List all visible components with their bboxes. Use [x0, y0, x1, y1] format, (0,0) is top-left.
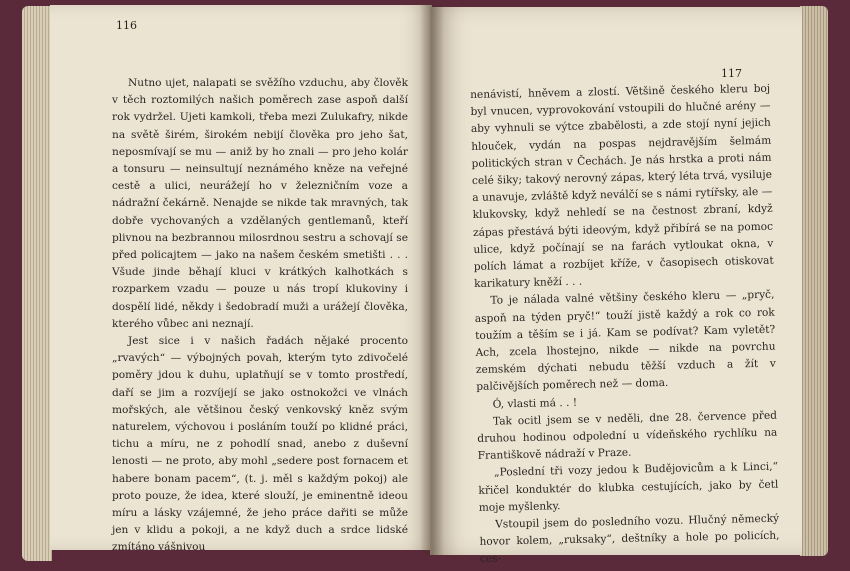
- paragraph: Nutno ujet, nalapati se svěžího vzduchu, aby člověk v těch roztomilých našich poměrech zase aspoň další rok vydržel. Ujeti kamkoli, třeba mezi Zulukafry, nikde na světě širém, širokém nebijí člověka pro jeho šat, neposmívají se mu — aniž by ho znali — pro jeho kolár a tonsuru — neinsultují neznámého kněze na veřejné cestě a ulici, neurážejí ho v železničním voze a nádražní čekárně. Nenajde se nikde tak mravných, tak dobře vychovaných a vzdělaných gentlemanů, kteří plivnou na bezbrannou milosrdnou sestru a schovají se před policajtem — jako na našem českém smetišti . . . Všude jinde běhají kluci v krátkých kalhotkách s rozparkem vzadu — pouze u nás tropí klukoviny i dospělí lidé, někdy i šedobradí muži a urážejí člověka, kterého vůbec ani neznají.: [112, 77, 408, 330]
- page-stack-left: [22, 6, 52, 561]
- paragraph: Ó, vlasti má . . !: [492, 396, 578, 411]
- paragraph: To je nálada valné většiny českého kleru — „pryč, aspoň na týden pryč!“ touží jistě každý a rok co rok toužím a těším se i já. Kam se podívat? Kam vyletět? Ach, zcela lhostejno, nikde — nikde na povrchu zemském dýchati nebudu těžší vzduch a žít v palčivějších poměrech než — doma.: [474, 289, 776, 394]
- paragraph: Jest sice i v našich řadách nějaké procento „rvavých“ — výbojných povah, kterým tyto zdivočelé poměry jdou k duhu, uplatňují se v tomto prostředí, daří se jim a rozvíjejí se jako ostnokožci ve vlnách mořských, ale většinou český venkovský kněz svým naturelem, výchovou i posláním touží po klidné práci, tichu a míru, ne z pohodlí snad, anebo z duševní lenosti — ne proto, aby mohl „sedere post fornacem et habere bonam pacem“, (t. j. měl s každým pokoj) ale proto pouze, že idea, které slouží, je eminentně ideou míru a lásky vzájemné, že jeho práce dařiti se může jen v klidu a pokoji, a ne když duch a srdce lidské zmítáno vášnivou: [112, 335, 408, 554]
- left-page-text: [112, 75, 408, 557]
- right-page-text: [470, 81, 780, 569]
- right-page: [430, 7, 802, 566]
- paragraph: Tak ocitl jsem se v neděli, dne 28. července před druhou hodinou odpolední u vídeňského rychlíku na Františkově nádraží v Praze.: [477, 409, 778, 463]
- paragraph: Vstoupil jsem do posledního vozu. Hlučný německý hovor kolem, „ruksaky“, deštníky a hole po policích, ces-: [479, 512, 780, 566]
- paragraph: „Poslední tři vozy jedou k Budějovicům a k Linci,“ křičel konduktér do klubka cestujících, jako by četl moje myšlenky.: [478, 461, 779, 514]
- book-gutter: [420, 5, 444, 555]
- page-number: 117: [721, 67, 742, 80]
- page-number: 116: [116, 19, 137, 32]
- left-page: [50, 5, 432, 554]
- page-stack-right: [800, 6, 828, 556]
- paragraph: nenávistí, hněvem a zlostí. Většině českého kleru boj byl vnucen, vyprovokování vstoupili do hlučné arény — aby vyhnuli se výtce zbabělosti, a zde stojí nyní jejich hlouček, vydán na pospas nejdravějším šelmám politických stran v Čechách. Je nás hrstka a proti nám celé šiky; takový nerovný zápas, který léta trvá, vysiluje a unavuje, zvláště když neválčí se s námi rytířsky, ale — klukovsky, když nehledí se na čestnost zbraní, když zápas přestává býti ideovým, když přibírá se na pomoc ulice, když počínají se na farách vytloukat okna, v polích lámat a rozbíjet kříže, v časopisech otiskovat karikatury kněží . . .: [470, 82, 774, 291]
